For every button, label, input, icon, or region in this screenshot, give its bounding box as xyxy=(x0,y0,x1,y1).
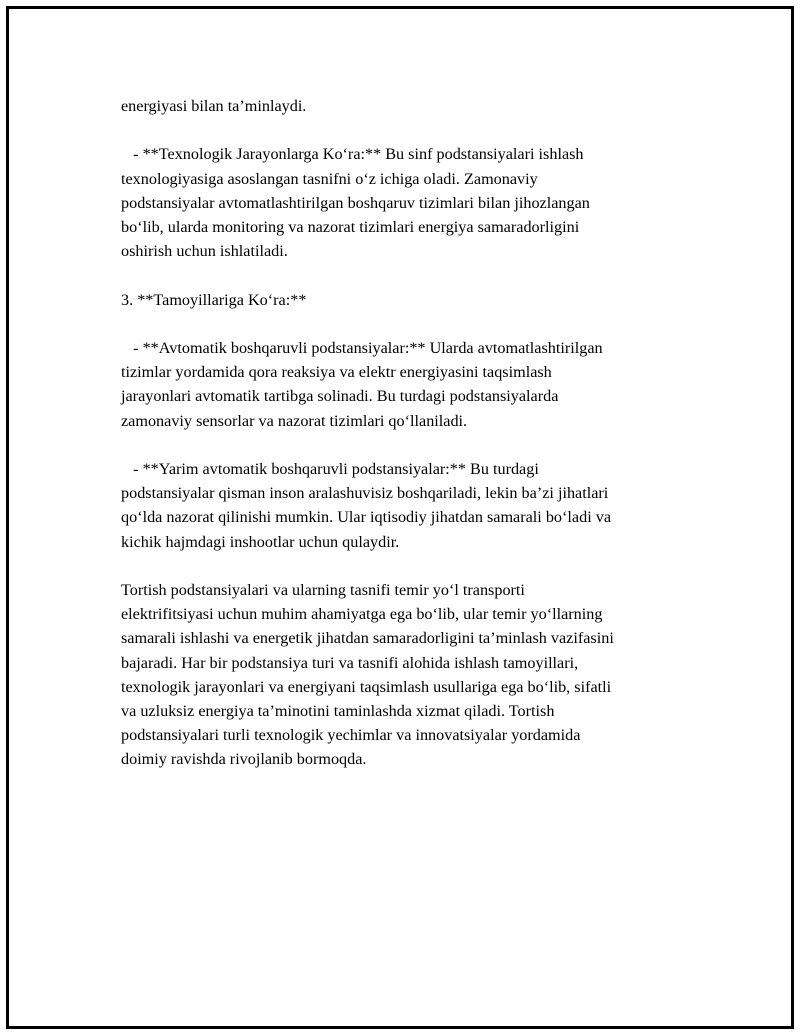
text-line: podstansiyalari turli texnologik yechimlar va innovatsiyalar yordamida xyxy=(121,726,581,745)
text-line: - **Texnologik Jarayonlarga Koʻra:** Bu sinf podstansiyalari ishlash xyxy=(121,145,584,164)
text-line: podstansiyalar qisman inson aralashuvisiz boshqariladi, lekin ba’zi jihatlari xyxy=(121,484,609,503)
bullet-paragraph xyxy=(121,142,701,263)
bullet-paragraph xyxy=(121,457,701,554)
text-line: elektrifitsiyasi uchun muhim ahamiyatga ega boʻlib, ular temir yoʻllarning xyxy=(121,605,603,624)
text-line: jarayonlari avtomatik tartibga solinadi. Bu turdagi podstansiyalarda xyxy=(121,387,559,406)
bullet-paragraph xyxy=(121,336,701,433)
page-frame xyxy=(6,6,794,1029)
text-line: energiyasi bilan ta’minlaydi. xyxy=(121,97,307,115)
document-body xyxy=(121,94,701,796)
text-line: 3. **Tamoyillariga Koʻra:** xyxy=(121,290,307,309)
text-line: qoʻlda nazorat qilinishi mumkin. Ular iqtisodiy jihatdan samarali boʻladi va xyxy=(121,508,612,527)
text-line: kichik hajmdagi inshootlar uchun qulaydir. xyxy=(121,532,400,551)
text-line: oshirish uchun ishlatiladi. xyxy=(121,242,288,261)
text-line: Tortish podstansiyalari va ularning tasnifi temir yoʻl transporti xyxy=(121,580,525,599)
text-line: bajaradi. Har bir podstansiya turi va tasnifi alohida ishlash tamoyillari, xyxy=(121,653,579,672)
text-line: zamonaviy sensorlar va nazorat tizimlari qoʻllaniladi. xyxy=(121,411,468,430)
text-line: podstansiyalar avtomatlashtirilgan boshqaruv tizimlari bilan jihozlangan xyxy=(121,193,590,212)
text-line: doimiy ravishda rivojlanib bormoqda. xyxy=(121,750,367,769)
text-line: texnologik jarayonlari va energiyani taqsimlash usullariga ega boʻlib, sifatli xyxy=(121,677,612,696)
paragraph xyxy=(121,578,701,772)
text-line: - **Avtomatik boshqaruvli podstansiyalar:** Ularda avtomatlashtirilgan xyxy=(121,338,603,357)
text-line: samarali ishlashi va energetik jihatdan samaradorligini ta’minlash vazifasini xyxy=(121,629,614,648)
section-heading xyxy=(121,288,701,312)
text-line: tizimlar yordamida qora reaksiya va elektr energiyasini taqsimlash xyxy=(121,363,552,382)
text-line: texnologiyasiga asoslangan tasnifni oʻz ichiga oladi. Zamonaviy xyxy=(121,169,538,188)
paragraph xyxy=(121,94,701,118)
text-line: boʻlib, ularda monitoring va nazorat tizimlari energiya samaradorligini xyxy=(121,218,580,236)
text-line: - **Yarim avtomatik boshqaruvli podstansiyalar:** Bu turdagi xyxy=(121,459,539,478)
text-line: va uzluksiz energiya ta’minotini taminlashda xizmat qiladi. Tortish xyxy=(121,702,555,720)
